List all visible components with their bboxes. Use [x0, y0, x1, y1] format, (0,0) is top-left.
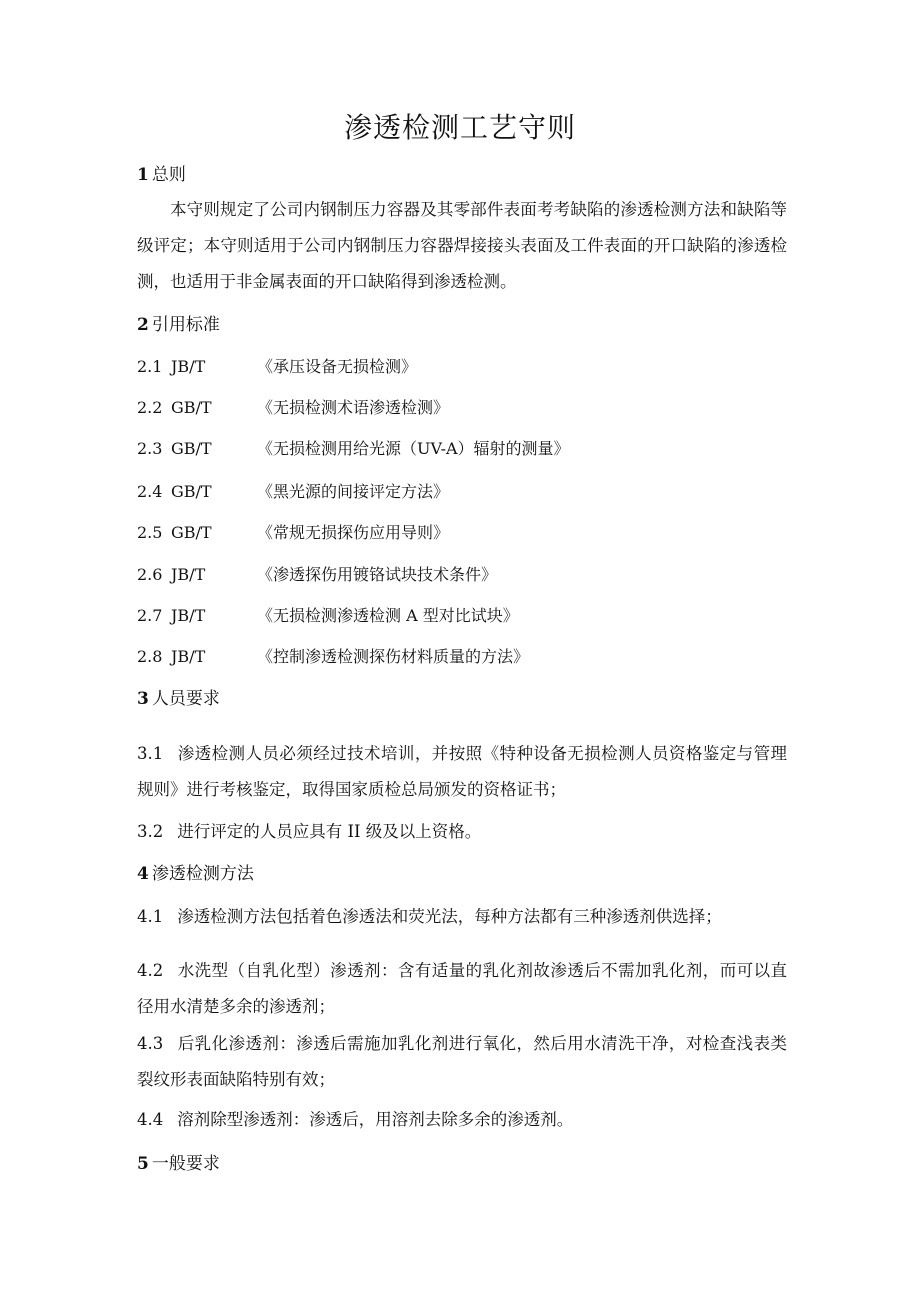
reference-title: 《无损检测术语渗透检测》: [257, 398, 450, 417]
item-text: 水洗型（自乳化型）渗透剂：含有适量的乳化剂故渗透后不需加乳化剂，而可以直径用水清楚多余的渗透剂；: [137, 961, 787, 1016]
item-text: 渗透检测方法包括着色渗透法和荧光法，每种方法都有三种渗透剂供选择；: [177, 907, 722, 926]
document-title: 渗透检测工艺守则: [343, 111, 576, 144]
section-number: 2: [137, 315, 149, 335]
section-number: 4: [137, 864, 149, 884]
item-number: 4.1: [137, 907, 164, 926]
reference-row: [137, 355, 787, 379]
item-number: 4.2: [137, 961, 164, 980]
reference-number: 2.3: [137, 439, 163, 458]
reference-title: 《承压设备无损检测》: [257, 357, 418, 376]
section-1-heading: [137, 163, 186, 187]
section-number: 3: [137, 689, 149, 709]
reference-code: JB/T: [171, 606, 206, 625]
reference-row: [137, 480, 787, 504]
list-item: [137, 1026, 787, 1098]
reference-number: 2.7: [137, 606, 163, 625]
reference-title: 《黑光源的间接评定方法》: [257, 482, 450, 501]
item-text: 渗透检测人员必须经过技术培训，并按照《特种设备无损检测人员资格鉴定与管理规则》进行考核鉴定，取得国家质检总局颁发的资格证书；: [137, 744, 787, 799]
reference-code: GB/T: [171, 523, 212, 542]
item-number: 3.2: [137, 822, 164, 841]
reference-code: JB/T: [171, 565, 206, 584]
section-3-heading: [137, 687, 220, 711]
section-2-heading: [137, 313, 220, 337]
reference-code: GB/T: [171, 398, 212, 417]
section-number: 1: [137, 165, 149, 185]
reference-code: JB/T: [171, 357, 206, 376]
reference-number: 2.1: [137, 357, 163, 376]
reference-row: [137, 437, 787, 461]
section-title: 引用标准: [151, 315, 220, 335]
reference-number: 2.4: [137, 482, 163, 501]
reference-title: 《控制渗透检测探伤材料质量的方法》: [257, 647, 530, 666]
reference-code: JB/T: [171, 647, 206, 666]
item-text: 后乳化渗透剂：渗透后需施加乳化剂进行氧化，然后用水清洗干净，对检查浅表类裂纹形表面缺陷特别有效；: [137, 1034, 787, 1089]
list-item: [137, 953, 787, 1025]
item-text: 进行评定的人员应具有 II 级及以上资格。: [177, 822, 482, 841]
reference-title: 《常规无损探伤应用导则》: [257, 523, 450, 542]
section-4-heading: [137, 862, 254, 886]
section-5-heading: [137, 1152, 220, 1176]
reference-number: 2.5: [137, 523, 163, 542]
section-1-paragraph: 本守则规定了公司内钢制压力容器及其零部件表面考考缺陷的渗透检测方法和缺陷等级评定；本守则适用于公司内钢制压力容器焊接接头表面及工件表面的开口缺陷的渗透检测，也适用于非金属表面的开口缺陷得到渗透检测。: [137, 200, 787, 291]
section-title: 渗透检测方法: [151, 864, 254, 884]
item-number: 4.3: [137, 1034, 164, 1053]
reference-title: 《无损检测渗透检测 A 型对比试块》: [257, 606, 519, 625]
item-number: 4.4: [137, 1110, 164, 1129]
section-title: 人员要求: [151, 689, 220, 709]
list-item: [137, 814, 787, 850]
list-item: [137, 1102, 787, 1138]
item-text: 溶剂除型渗透剂：渗透后，用溶剂去除多余的渗透剂。: [177, 1110, 574, 1129]
list-item: [137, 899, 787, 935]
reference-row: [137, 645, 787, 669]
reference-number: 2.8: [137, 647, 163, 666]
reference-row: [137, 563, 787, 587]
item-number: 3.1: [137, 744, 164, 763]
reference-title: 《渗透探伤用镀铬试块技术条件》: [257, 565, 498, 584]
reference-row: [137, 604, 787, 628]
reference-code: GB/T: [171, 482, 212, 501]
reference-number: 2.2: [137, 398, 163, 417]
list-item: [137, 736, 787, 808]
reference-row: [137, 396, 787, 420]
section-title: 总则: [151, 165, 186, 185]
reference-row: [137, 521, 787, 545]
section-title: 一般要求: [151, 1154, 220, 1174]
reference-code: GB/T: [171, 439, 212, 458]
reference-title: 《无损检测用给光源（UV-A）辐射的测量》: [257, 439, 570, 458]
reference-number: 2.6: [137, 565, 163, 584]
section-number: 5: [137, 1154, 149, 1174]
